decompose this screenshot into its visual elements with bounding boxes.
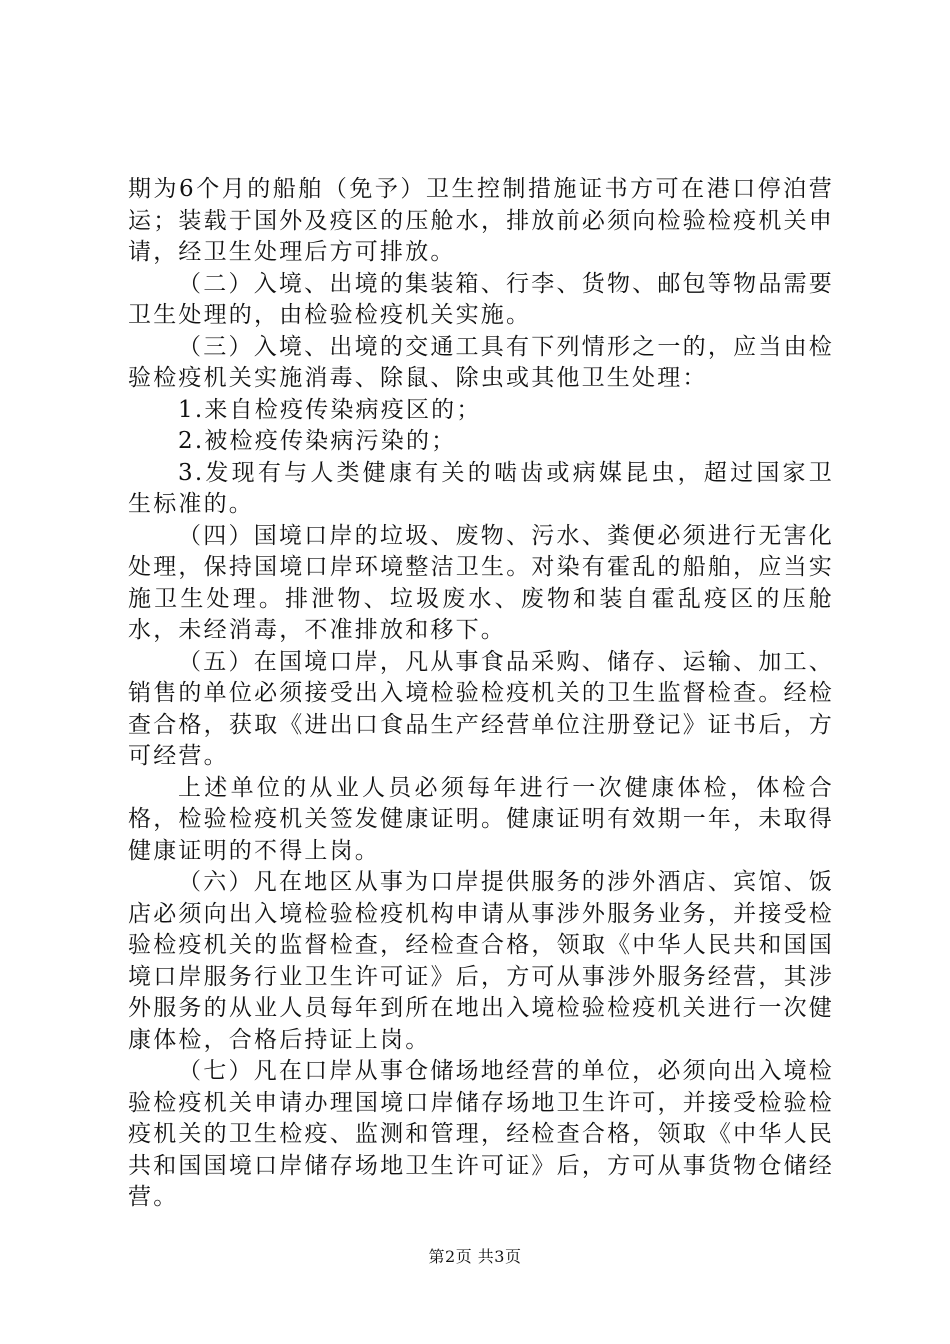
paragraph-section-5: （五）在国境口岸，凡从事食品采购、储存、运输、加工、销售的单位必须接受出入境检验检疫机关的卫生监督检查。经检查合格，获取《进出口食品生产经营单位注册登记》证书后，方可经营。 — [128, 648, 834, 769]
paragraph-section-4: （四）国境口岸的垃圾、废物、污水、粪便必须进行无害化处理，保持国境口岸环境整洁卫生。对染有霍乱的船舶，应当实施卫生处理。排泄物、垃圾废水、废物和装自霍乱疫区的压舱水，未经消毒，不准排放和移下。 — [128, 522, 834, 643]
paragraph-continuation: 期为6个月的船舶（免予）卫生控制措施证书方可在港口停泊营运；装载于国外及疫区的压舱水，排放前必须向检验检疫机关申请，经卫生处理后方可排放。 — [128, 176, 834, 265]
list-item-1: 1.来自检疫传染病疫区的； — [178, 396, 482, 423]
paragraph-staff-health: 上述单位的从业人员必须每年进行一次健康体检，体检合格，检验检疫机关签发健康证明。健康证明有效期一年，未取得健康证明的不得上岗。 — [128, 774, 834, 864]
paragraph-section-2: （二）入境、出境的集装箱、行李、货物、邮包等物品需要卫生处理的，由检验检疫机关实施。 — [128, 270, 834, 328]
list-item-2: 2.被检疫传染病污染的； — [178, 428, 457, 454]
paragraph-section-6: （六）凡在地区从事为口岸提供服务的涉外酒店、宾馆、饭店必须向出入境检验检疫机构申请从事涉外服务业务，并接受检验检疫机关的监督检查，经检查合格，领取《中华人民共和国国境口岸服务行业卫生许可证》后，方可从事涉外服务经营，其涉外服务的从业人员每年到所在地出入境检验检疫机关进行一次健康体检，合格后持证上岗。 — [128, 869, 834, 1053]
list-item-3: 3.发现有与人类健康有关的啮齿或病媒昆虫，超过国家卫生标准的。 — [128, 459, 834, 517]
document-body — [128, 174, 834, 1214]
paragraph-section-7: （七）凡在口岸从事仓储场地经营的单位，必须向出入境检验检疫机关申请办理国境口岸储存场地卫生许可，并接受检验检疫机关的卫生检疫、监测和管理，经检查合格，领取《中华人民共和国国境口岸储存场地卫生许可证》后，方可从事货物仓储经营。 — [128, 1058, 834, 1210]
paragraph-section-3: （三）入境、出境的交通工具有下列情形之一的，应当由检验检疫机关实施消毒、除鼠、除虫或其他卫生处理： — [128, 333, 834, 391]
page-number-footer: 第2页 共3页 — [428, 1247, 522, 1266]
